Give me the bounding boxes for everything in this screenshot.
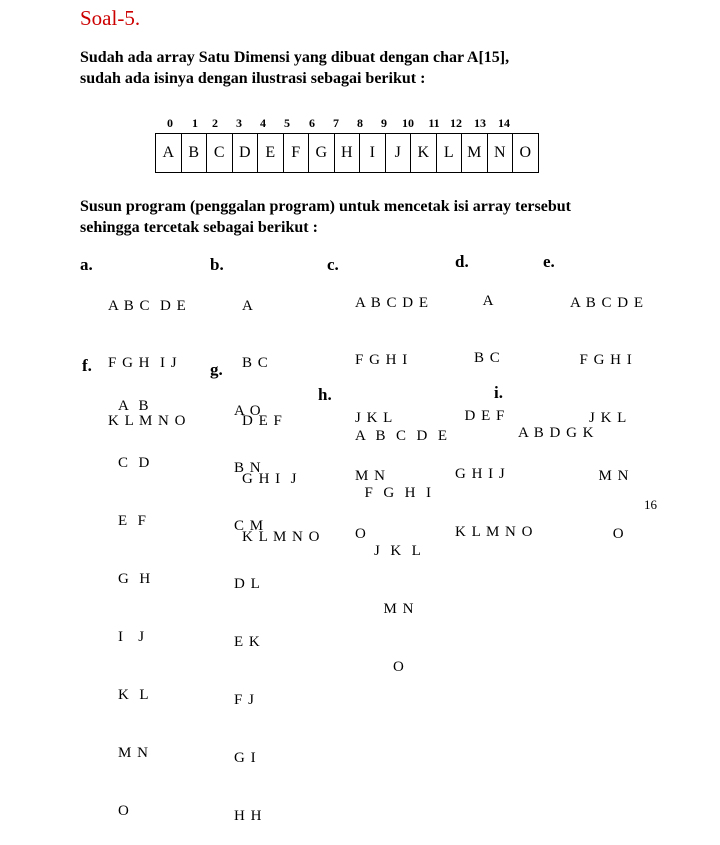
output-line: M N (570, 468, 630, 485)
answer-label-e: e. (543, 252, 555, 271)
intro-line: Sudah ada array Satu Dimensi yang dibuat dengan char A[15], (80, 49, 510, 66)
array-index: 14 (498, 116, 510, 130)
output-line: C D (118, 455, 151, 472)
array-cell: O (513, 134, 539, 173)
slide-title: Soal-5. (80, 6, 141, 30)
output-line: A B D G K (518, 424, 595, 441)
array-index: 0 (167, 116, 173, 130)
output-line: J K L (355, 410, 394, 427)
array-index: 11 (428, 116, 440, 130)
output-line: K L M N O (108, 413, 187, 430)
array-index: 10 (402, 116, 414, 130)
output-line: J K L (355, 543, 422, 560)
array-cell: H (334, 134, 360, 173)
array-index: 1 (192, 116, 198, 130)
answer-label-d: d. (455, 252, 469, 271)
output-line: A (455, 292, 495, 309)
output-line: E F (118, 513, 148, 530)
answer-label-g: g. (210, 360, 223, 379)
answer-label-i: i. (494, 383, 503, 402)
array-cell: L (436, 134, 462, 173)
array-cell: N (487, 134, 513, 173)
task-paragraph (80, 196, 571, 238)
output-line: M N (118, 744, 149, 761)
output-line: K L M N O (455, 524, 534, 541)
array-index: 12 (450, 116, 462, 130)
output-line: A (242, 297, 254, 314)
output-line: G I (234, 749, 257, 766)
answer-label-a: a. (80, 255, 93, 274)
output-line: D E F (242, 413, 283, 430)
task-line: Susun program (penggalan program) untuk mencetak isi array tersebut (80, 198, 571, 215)
array-row (156, 134, 539, 173)
output-line: O (570, 526, 625, 543)
array-index: 4 (260, 116, 266, 130)
output-line: B N (234, 460, 262, 477)
array-index: 13 (474, 116, 486, 130)
answer-label-f: f. (82, 356, 92, 375)
output-line: O (355, 526, 367, 543)
array-cell: E (258, 134, 284, 173)
output-line: G H I J (455, 466, 506, 483)
output-line: F G H I (355, 485, 433, 502)
array-index: 2 (212, 116, 218, 130)
output-line: D E F (455, 408, 506, 425)
output-line: A O (234, 402, 262, 419)
output-line: F G H I (355, 352, 409, 369)
array-cell: K (411, 134, 437, 173)
output-line: M N (355, 601, 415, 618)
output-line: A B C D E (108, 297, 187, 314)
array-cell: C (207, 134, 233, 173)
output-line: E K (234, 634, 261, 651)
page-number: 16 (644, 497, 657, 512)
intro-line: sudah ada isinya dengan ilustrasi sebagai berikut : (80, 70, 426, 87)
output-line: M N (355, 468, 386, 485)
answer-label-h: h. (318, 385, 332, 404)
output-line: F J (234, 692, 255, 709)
array-index: 3 (236, 116, 242, 130)
array-index: 6 (309, 116, 315, 130)
output-line: A B C D E (570, 294, 645, 311)
array-cell: J (385, 134, 411, 173)
output-line: C M (234, 518, 265, 535)
array-index: 9 (381, 116, 387, 130)
answer-output-g (234, 363, 264, 845)
output-line: D L (234, 576, 261, 593)
array-cell: A (156, 134, 182, 173)
output-line: K L M N O (242, 529, 321, 546)
array-index: 8 (357, 116, 363, 130)
answer-label-c: c. (327, 255, 339, 274)
output-line: F G H I J (108, 355, 178, 372)
array-cell: M (462, 134, 488, 173)
array-cell: G (309, 134, 335, 173)
output-line: A B (118, 397, 150, 414)
output-line: G H I J (242, 471, 298, 488)
output-line: H H (234, 807, 263, 824)
output-line: B C (242, 355, 269, 372)
answer-output-h (355, 388, 448, 697)
array-cell: I (360, 134, 386, 173)
output-line: O (355, 659, 405, 676)
array-cell: F (283, 134, 309, 173)
answer-label-b: b. (210, 255, 224, 274)
output-line: B C (455, 350, 501, 367)
answer-output-i (518, 385, 595, 462)
array-index: 7 (333, 116, 339, 130)
output-line: A B C D E (355, 427, 449, 444)
intro-paragraph (80, 47, 509, 89)
output-line: O (118, 802, 130, 819)
output-line: J K L (570, 410, 628, 427)
answer-output-f (118, 358, 151, 840)
output-line: A B C D E (355, 294, 430, 311)
output-line: G H (118, 571, 152, 588)
array-index: 5 (284, 116, 290, 130)
array-cell: B (181, 134, 207, 173)
task-line: sehingga tercetak sebagai berikut : (80, 219, 318, 236)
array-table (155, 133, 539, 173)
array-cell: D (232, 134, 258, 173)
output-line: F G H I (570, 352, 633, 369)
output-line: K L (118, 687, 150, 704)
output-line: I J (118, 629, 146, 646)
